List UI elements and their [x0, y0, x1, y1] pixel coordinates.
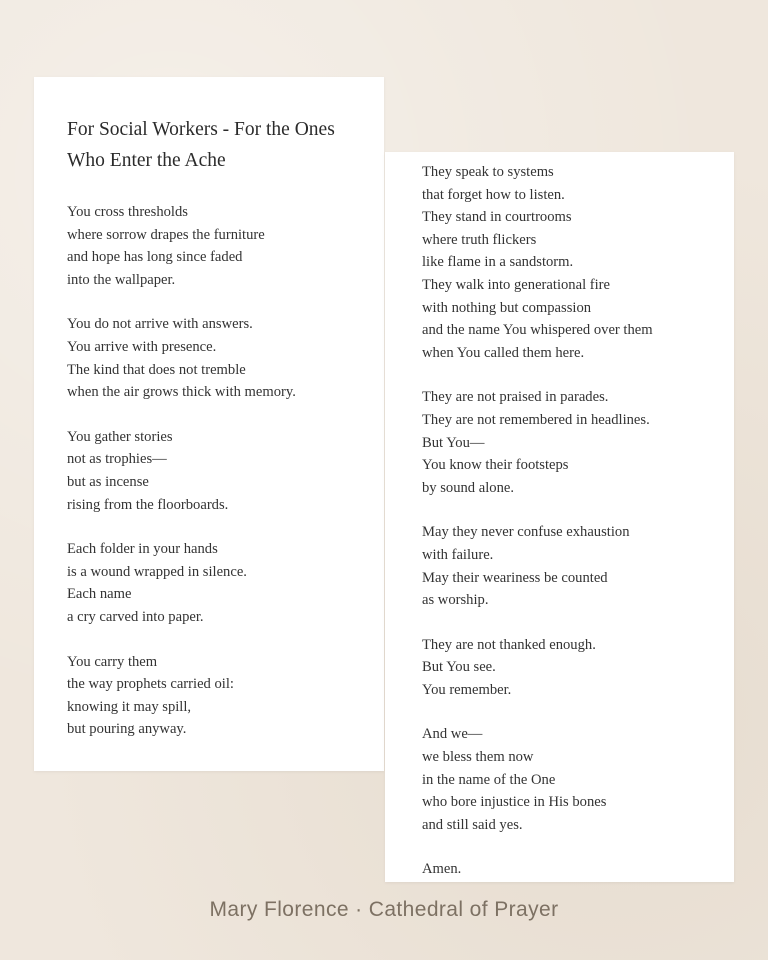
poem-line: not as trophies— [67, 451, 167, 468]
poem-line: You remember. [422, 681, 512, 698]
poem-line: knowing it may spill, [67, 698, 192, 715]
poem-line: You cross thresholds [67, 204, 188, 220]
stanza [67, 538, 296, 628]
poem-line: They speak to systems [422, 164, 554, 180]
poem-line: by sound alone. [422, 479, 515, 496]
poem-line: like flame in a sandstorm. [422, 254, 574, 271]
poem-line: You carry them [67, 653, 158, 670]
poem-line: But You— [422, 434, 485, 451]
poem-line: They are not remembered in headlines. [422, 411, 650, 428]
poem-line: but as incense [67, 473, 149, 490]
stanza [422, 723, 653, 836]
poem-line: Each folder in your hands [67, 541, 218, 558]
stanza [67, 651, 296, 741]
poem-line: They are not thanked enough. [422, 636, 596, 653]
author-credit: Mary Florence · Cathedral of Prayer [209, 898, 559, 921]
poem-title [67, 114, 335, 176]
poem-line: The kind that does not tremble [67, 361, 246, 378]
poem-line: in the name of the One [422, 771, 556, 788]
poem-line: and the name You whispered over them [422, 322, 653, 339]
page-1-stanzas [67, 201, 296, 763]
poem-line: May their weariness be counted [422, 569, 608, 586]
poem-line: Each name [67, 586, 132, 603]
poem-line: where truth flickers [422, 231, 537, 248]
poem-line: They walk into generational fire [422, 276, 611, 293]
poem-line: You know their footsteps [422, 457, 569, 474]
poem-title-line: Who Enter the Ache [67, 150, 226, 171]
poem-line: but pouring anyway. [67, 721, 187, 738]
poem-line: May they never confuse exhaustion [422, 524, 630, 541]
poem-line: as worship. [422, 592, 489, 609]
poem-line: You gather stories [67, 428, 173, 445]
stanza [67, 426, 296, 516]
stanza [422, 521, 653, 611]
poem-line: is a wound wrapped in silence. [67, 563, 247, 580]
poem-line: when the air grows thick with memory. [67, 384, 296, 401]
page-2-stanzas [422, 161, 653, 903]
poem-line: They stand in courtrooms [422, 209, 572, 226]
poem-line: with failure. [422, 546, 494, 563]
poem-line: into the wallpaper. [67, 271, 176, 288]
poem-line: we bless them now [422, 749, 534, 766]
stanza [67, 201, 296, 291]
poem-line: rising from the floorboards. [67, 496, 229, 513]
poem-line: and still said yes. [422, 816, 523, 833]
poem-line: and hope has long since faded [67, 249, 243, 266]
poem-line: that forget how to listen. [422, 186, 565, 203]
poem-line: They are not praised in parades. [422, 389, 609, 406]
stanza [422, 386, 653, 499]
poem-line: And we— [422, 726, 483, 743]
poem-line: But You see. [422, 659, 496, 676]
stanza-closing [422, 858, 653, 881]
poem-page-1 [34, 77, 384, 771]
poem-line: where sorrow drapes the furniture [67, 226, 265, 243]
poem-line: with nothing but compassion [422, 299, 592, 316]
poem-line-amen: Amen. [422, 861, 462, 878]
poem-line: You do not arrive with answers. [67, 316, 253, 333]
poem-title-line: For Social Workers - For the Ones [67, 119, 335, 140]
stanza [67, 313, 296, 403]
stanza [422, 161, 653, 364]
poem-page-2 [385, 152, 734, 882]
poem-line: the way prophets carried oil: [67, 676, 234, 693]
poem-line: a cry carved into paper. [67, 608, 204, 625]
poem-line: who bore injustice in His bones [422, 794, 607, 811]
poem-line: You arrive with presence. [67, 338, 217, 355]
stanza [422, 634, 653, 702]
poem-line: when You called them here. [422, 344, 585, 361]
